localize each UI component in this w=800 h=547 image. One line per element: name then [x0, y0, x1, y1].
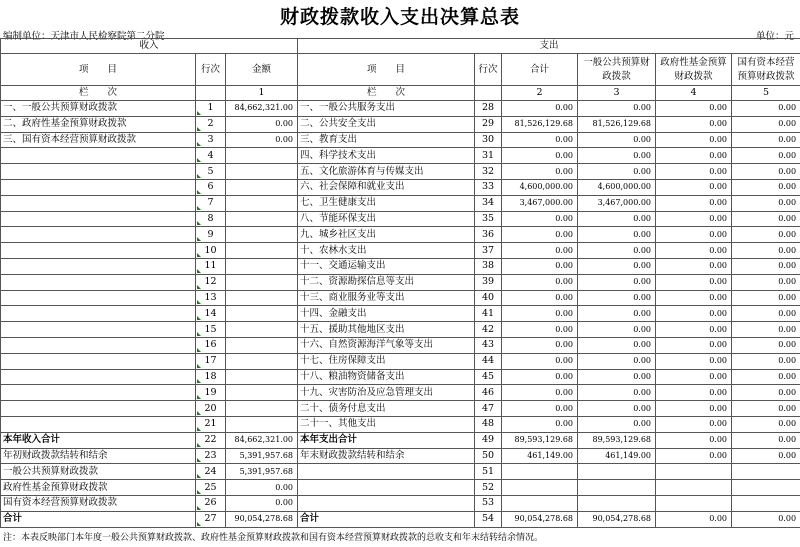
income-amount — [226, 416, 298, 432]
expense-row-no: 54 — [475, 511, 502, 527]
income-row-no: 20 — [196, 401, 226, 417]
expense-row-no: 33 — [475, 179, 502, 195]
expense-row-no: 39 — [475, 274, 502, 290]
income-amount — [226, 179, 298, 195]
expense-row-no: 35 — [475, 211, 502, 227]
income-row-no: 19 — [196, 385, 226, 401]
expense-row-no: 34 — [475, 195, 502, 211]
expense-item: 二、公共安全支出 — [298, 116, 475, 132]
expense-fund: 0.00 — [656, 322, 732, 338]
expense-total: 81,526,129.68 — [502, 116, 578, 132]
expense-state: 0.00 — [732, 211, 800, 227]
currency-unit: 单位：元 — [755, 31, 794, 42]
footnote: 注：本表反映部门本年度一般公共预算财政拨款、政府性基金预算财政拨款和国有资本经营预算财政拨款的总收支和年末结转结余情况。 — [3, 533, 544, 543]
expense-general: 0.00 — [578, 132, 656, 148]
income-row-no: 1 — [196, 101, 226, 117]
table-row — [1, 306, 800, 322]
expense-state: 0.00 — [732, 116, 800, 132]
expense-total: 0.00 — [502, 132, 578, 148]
expense-fund — [656, 495, 732, 511]
expense-general: 0.00 — [578, 148, 656, 164]
expense-row-no: 38 — [475, 258, 502, 274]
income-row-no: 2 — [196, 116, 226, 132]
income-amount: 84,662,321.00 — [226, 432, 298, 448]
expense-row-no: 32 — [475, 164, 502, 180]
expense-general: 81,526,129.68 — [578, 116, 656, 132]
table-row — [1, 148, 800, 164]
income-item — [1, 243, 196, 259]
income-amount — [226, 337, 298, 353]
income-amount — [226, 243, 298, 259]
expense-general: 4,600,000.00 — [578, 179, 656, 195]
table-row — [1, 385, 800, 401]
expense-item: 二十一、其他支出 — [298, 416, 475, 432]
income-amount: 0.00 — [226, 132, 298, 148]
table-row — [1, 132, 800, 148]
expense-state — [732, 495, 800, 511]
income-item: 国有资本经营预算财政拨款 — [1, 495, 196, 511]
table-row — [1, 101, 800, 117]
expense-row-no: 41 — [475, 306, 502, 322]
income-amount — [226, 290, 298, 306]
table-row — [1, 480, 800, 496]
expense-total: 4,600,000.00 — [502, 179, 578, 195]
income-row-no: 7 — [196, 195, 226, 211]
expense-total: 89,593,129.68 — [502, 432, 578, 448]
expense-fund: 0.00 — [656, 290, 732, 306]
income-row-no: 3 — [196, 132, 226, 148]
expense-total: 3,467,000.00 — [502, 195, 578, 211]
expense-fund: 0.00 — [656, 401, 732, 417]
table-row — [1, 290, 800, 306]
expense-item: 八、节能环保支出 — [298, 211, 475, 227]
expense-fund: 0.00 — [656, 148, 732, 164]
table-row — [1, 227, 800, 243]
income-row-no: 9 — [196, 227, 226, 243]
income-amount: 5,391,957.68 — [226, 464, 298, 480]
expense-general: 0.00 — [578, 401, 656, 417]
expense-row-no: 45 — [475, 369, 502, 385]
income-row-no: 11 — [196, 258, 226, 274]
expense-state: 0.00 — [732, 243, 800, 259]
income-row-no: 10 — [196, 243, 226, 259]
expense-state: 0.00 — [732, 416, 800, 432]
expense-fund: 0.00 — [656, 195, 732, 211]
expense-general — [578, 495, 656, 511]
expense-state: 0.00 — [732, 306, 800, 322]
expense-item: 十三、商业服务业等支出 — [298, 290, 475, 306]
income-row-no: 4 — [196, 148, 226, 164]
expense-item: 九、城乡社区支出 — [298, 227, 475, 243]
expense-general — [578, 480, 656, 496]
expense-row-no: 46 — [475, 385, 502, 401]
expense-state: 0.00 — [732, 337, 800, 353]
income-row-no: 18 — [196, 369, 226, 385]
expense-fund: 0.00 — [656, 337, 732, 353]
income-amount — [226, 353, 298, 369]
table-row — [1, 322, 800, 338]
expense-fund: 0.00 — [656, 385, 732, 401]
expense-col-blank — [475, 86, 502, 101]
income-col-blank — [196, 86, 226, 101]
income-item: 二、政府性基金预算财政拨款 — [1, 116, 196, 132]
expense-total: 0.00 — [502, 401, 578, 417]
expense-general: 0.00 — [578, 353, 656, 369]
expense-row-no: 29 — [475, 116, 502, 132]
income-item: 年初财政拨款结转和结余 — [1, 448, 196, 464]
income-item — [1, 416, 196, 432]
income-item — [1, 337, 196, 353]
expense-item: 十四、金融支出 — [298, 306, 475, 322]
budget-summary-table — [0, 38, 800, 528]
table-row — [1, 369, 800, 385]
income-amount: 0.00 — [226, 480, 298, 496]
expense-total: 0.00 — [502, 322, 578, 338]
expense-general — [578, 464, 656, 480]
income-item — [1, 179, 196, 195]
income-amount — [226, 322, 298, 338]
expense-item: 一、一般公共服务支出 — [298, 101, 475, 117]
expense-header: 支出 — [298, 39, 800, 54]
expense-total — [502, 480, 578, 496]
income-header: 收入 — [1, 39, 298, 54]
expense-item: 十九、灾害防治及应急管理支出 — [298, 385, 475, 401]
expense-total: 90,054,278.68 — [502, 511, 578, 527]
expense-fund: 0.00 — [656, 179, 732, 195]
expense-general: 0.00 — [578, 101, 656, 117]
income-row-no: 22 — [196, 432, 226, 448]
income-amount — [226, 211, 298, 227]
expense-fund: 0.00 — [656, 306, 732, 322]
expense-general-header: 一般公共预算财政拨款 — [578, 54, 656, 86]
income-amount — [226, 369, 298, 385]
expense-row-no: 52 — [475, 480, 502, 496]
expense-fund: 0.00 — [656, 116, 732, 132]
expense-general: 90,054,278.68 — [578, 511, 656, 527]
expense-item: 二十、债务付息支出 — [298, 401, 475, 417]
expense-state: 0.00 — [732, 227, 800, 243]
expense-col-5: 5 — [732, 86, 800, 101]
expense-state: 0.00 — [732, 132, 800, 148]
income-item — [1, 164, 196, 180]
income-row-no: 5 — [196, 164, 226, 180]
expense-general: 89,593,129.68 — [578, 432, 656, 448]
expense-row-no: 42 — [475, 322, 502, 338]
income-amount — [226, 306, 298, 322]
income-row-no: 13 — [196, 290, 226, 306]
table-row — [1, 243, 800, 259]
income-amount: 90,054,278.68 — [226, 511, 298, 527]
expense-total: 0.00 — [502, 290, 578, 306]
income-col-1: 1 — [226, 86, 298, 101]
expense-state — [732, 480, 800, 496]
expense-fund-header: 政府性基金预算财政拨款 — [656, 54, 732, 86]
income-rowno-header: 行次 — [196, 54, 226, 86]
income-amount: 5,391,957.68 — [226, 448, 298, 464]
expense-fund: 0.00 — [656, 511, 732, 527]
expense-fund — [656, 464, 732, 480]
expense-total — [502, 495, 578, 511]
expense-general: 0.00 — [578, 227, 656, 243]
expense-general: 3,467,000.00 — [578, 195, 656, 211]
income-row-no: 14 — [196, 306, 226, 322]
expense-state: 0.00 — [732, 448, 800, 464]
table-row — [1, 164, 800, 180]
income-item — [1, 148, 196, 164]
income-row-no: 26 — [196, 495, 226, 511]
income-amount: 0.00 — [226, 116, 298, 132]
expense-item: 十一、交通运输支出 — [298, 258, 475, 274]
income-item: 一、一般公共预算财政拨款 — [1, 101, 196, 117]
expense-general: 461,149.00 — [578, 448, 656, 464]
table-row — [1, 211, 800, 227]
income-item: 合计 — [1, 511, 196, 527]
expense-total: 0.00 — [502, 337, 578, 353]
income-item — [1, 195, 196, 211]
income-amount — [226, 195, 298, 211]
expense-fund: 0.00 — [656, 274, 732, 290]
expense-general: 0.00 — [578, 290, 656, 306]
table-row — [1, 258, 800, 274]
expense-state — [732, 464, 800, 480]
income-item — [1, 385, 196, 401]
income-item — [1, 211, 196, 227]
table-row — [1, 274, 800, 290]
expense-fund: 0.00 — [656, 448, 732, 464]
income-item — [1, 369, 196, 385]
expense-total: 0.00 — [502, 369, 578, 385]
expense-row-no: 43 — [475, 337, 502, 353]
expense-state: 0.00 — [732, 511, 800, 527]
income-amount — [226, 385, 298, 401]
expense-state: 0.00 — [732, 353, 800, 369]
income-amount — [226, 148, 298, 164]
expense-col-label: 栏 次 — [298, 86, 475, 101]
expense-state: 0.00 — [732, 369, 800, 385]
expense-fund: 0.00 — [656, 243, 732, 259]
income-item: 政府性基金预算财政拨款 — [1, 480, 196, 496]
expense-total: 0.00 — [502, 164, 578, 180]
income-amount — [226, 258, 298, 274]
income-amount: 84,662,321.00 — [226, 101, 298, 117]
expense-state: 0.00 — [732, 179, 800, 195]
expense-general: 0.00 — [578, 258, 656, 274]
expense-general: 0.00 — [578, 306, 656, 322]
expense-rowno-header: 行次 — [475, 54, 502, 86]
expense-row-no: 36 — [475, 227, 502, 243]
expense-row-no: 44 — [475, 353, 502, 369]
income-row-no: 25 — [196, 480, 226, 496]
income-row-no: 6 — [196, 179, 226, 195]
expense-row-no: 40 — [475, 290, 502, 306]
income-row-no: 27 — [196, 511, 226, 527]
income-amount — [226, 164, 298, 180]
expense-row-no: 47 — [475, 401, 502, 417]
expense-fund: 0.00 — [656, 101, 732, 117]
expense-state: 0.00 — [732, 148, 800, 164]
expense-state: 0.00 — [732, 195, 800, 211]
income-item — [1, 258, 196, 274]
income-row-no: 15 — [196, 322, 226, 338]
income-item — [1, 322, 196, 338]
income-item — [1, 306, 196, 322]
expense-general: 0.00 — [578, 416, 656, 432]
table-row — [1, 495, 800, 511]
income-amount — [226, 401, 298, 417]
expense-item: 十八、粮油物资储备支出 — [298, 369, 475, 385]
income-row-no: 12 — [196, 274, 226, 290]
expense-row-no: 53 — [475, 495, 502, 511]
expense-item: 十二、资源勘探信息等支出 — [298, 274, 475, 290]
expense-total: 0.00 — [502, 353, 578, 369]
expense-item: 十六、自然资源海洋气象等支出 — [298, 337, 475, 353]
expense-fund: 0.00 — [656, 164, 732, 180]
expense-general: 0.00 — [578, 337, 656, 353]
expense-item: 合计 — [298, 511, 475, 527]
table-row — [1, 416, 800, 432]
expense-state: 0.00 — [732, 164, 800, 180]
expense-item — [298, 495, 475, 511]
expense-item: 十、农林水支出 — [298, 243, 475, 259]
expense-row-no: 51 — [475, 464, 502, 480]
expense-state: 0.00 — [732, 385, 800, 401]
expense-state: 0.00 — [732, 322, 800, 338]
expense-general: 0.00 — [578, 164, 656, 180]
page-title: 财政拨款收入支出决算总表 — [279, 6, 520, 28]
income-item: 一般公共预算财政拨款 — [1, 464, 196, 480]
expense-general: 0.00 — [578, 322, 656, 338]
expense-item: 年末财政拨款结转和结余 — [298, 448, 475, 464]
expense-total: 0.00 — [502, 101, 578, 117]
income-row-no: 8 — [196, 211, 226, 227]
expense-fund: 0.00 — [656, 211, 732, 227]
expense-total: 0.00 — [502, 274, 578, 290]
expense-row-no: 31 — [475, 148, 502, 164]
expense-general: 0.00 — [578, 274, 656, 290]
table-row — [1, 448, 800, 464]
expense-item: 四、科学技术支出 — [298, 148, 475, 164]
expense-row-no: 50 — [475, 448, 502, 464]
expense-row-no: 28 — [475, 101, 502, 117]
expense-item: 五、文化旅游体育与传媒支出 — [298, 164, 475, 180]
expense-item: 十五、援助其他地区支出 — [298, 322, 475, 338]
expense-col-3: 3 — [578, 86, 656, 101]
income-amount: 0.00 — [226, 495, 298, 511]
income-item-header: 项 目 — [1, 54, 196, 86]
expense-total-header: 合计 — [502, 54, 578, 86]
expense-general: 0.00 — [578, 211, 656, 227]
table-row — [1, 116, 800, 132]
expense-total: 0.00 — [502, 416, 578, 432]
expense-total: 0.00 — [502, 385, 578, 401]
expense-general: 0.00 — [578, 385, 656, 401]
expense-item: 十七、住房保障支出 — [298, 353, 475, 369]
expense-state-header: 国有资本经营预算财政拨款 — [732, 54, 800, 86]
expense-item — [298, 464, 475, 480]
expense-general: 0.00 — [578, 243, 656, 259]
expense-state: 0.00 — [732, 401, 800, 417]
expense-total: 0.00 — [502, 227, 578, 243]
expense-fund: 0.00 — [656, 369, 732, 385]
expense-item-header: 项 目 — [298, 54, 475, 86]
income-item — [1, 274, 196, 290]
expense-total: 0.00 — [502, 211, 578, 227]
income-row-no: 23 — [196, 448, 226, 464]
income-row-no: 21 — [196, 416, 226, 432]
expense-fund: 0.00 — [656, 258, 732, 274]
income-item: 本年收入合计 — [1, 432, 196, 448]
income-col-label: 栏 次 — [1, 86, 196, 101]
table-row — [1, 511, 800, 527]
expense-general: 0.00 — [578, 369, 656, 385]
expense-item — [298, 480, 475, 496]
expense-col-4: 4 — [656, 86, 732, 101]
expense-state: 0.00 — [732, 274, 800, 290]
income-amount-header: 金额 — [226, 54, 298, 86]
expense-row-no: 48 — [475, 416, 502, 432]
expense-total: 0.00 — [502, 148, 578, 164]
expense-total — [502, 464, 578, 480]
expense-item: 三、教育支出 — [298, 132, 475, 148]
income-row-no: 24 — [196, 464, 226, 480]
table-row — [1, 337, 800, 353]
income-row-no: 17 — [196, 353, 226, 369]
income-item — [1, 353, 196, 369]
expense-row-no: 30 — [475, 132, 502, 148]
expense-state: 0.00 — [732, 432, 800, 448]
expense-fund: 0.00 — [656, 227, 732, 243]
expense-total: 461,149.00 — [502, 448, 578, 464]
income-amount — [226, 274, 298, 290]
expense-row-no: 49 — [475, 432, 502, 448]
table-row — [1, 464, 800, 480]
expense-fund: 0.00 — [656, 416, 732, 432]
income-item — [1, 227, 196, 243]
expense-total: 0.00 — [502, 258, 578, 274]
expense-fund: 0.00 — [656, 432, 732, 448]
expense-state: 0.00 — [732, 101, 800, 117]
expense-fund: 0.00 — [656, 132, 732, 148]
expense-row-no: 37 — [475, 243, 502, 259]
expense-item: 本年支出合计 — [298, 432, 475, 448]
expense-col-2: 2 — [502, 86, 578, 101]
expense-total: 0.00 — [502, 306, 578, 322]
expense-state: 0.00 — [732, 258, 800, 274]
income-row-no: 16 — [196, 337, 226, 353]
table-row — [1, 432, 800, 448]
expense-fund — [656, 480, 732, 496]
expense-total: 0.00 — [502, 243, 578, 259]
expense-state: 0.00 — [732, 290, 800, 306]
income-amount — [226, 227, 298, 243]
expense-item: 六、社会保障和就业支出 — [298, 179, 475, 195]
table-row — [1, 195, 800, 211]
table-row — [1, 179, 800, 195]
expense-fund: 0.00 — [656, 353, 732, 369]
table-row — [1, 353, 800, 369]
reporting-unit: 编制单位：天津市人民检察院第二分院 — [3, 31, 165, 42]
income-item — [1, 290, 196, 306]
income-item — [1, 401, 196, 417]
expense-item: 七、卫生健康支出 — [298, 195, 475, 211]
income-item: 三、国有资本经营预算财政拨款 — [1, 132, 196, 148]
table-row — [1, 401, 800, 417]
